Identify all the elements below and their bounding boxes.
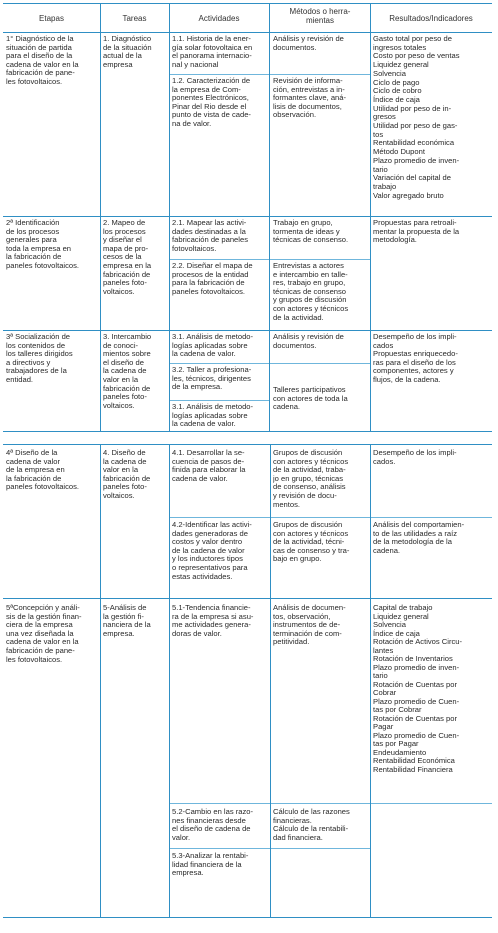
resultado-cell: Desempeño de los impli- cados Propuestas enriquecedo- ras para el diseño de los componentes, actores y flujos, de la cadena.: [373, 333, 458, 384]
etapa-cell: 1° Diagnóstico de la situación de partida para el diseño de la cadena de valor en la fabricación de pane- les fotovoltaicos.: [6, 35, 79, 86]
metodo-cell: Cálculo de las razones financieras. Cálculo de la rentabili- dad financiera.: [273, 808, 350, 842]
header-resultados: Resultados/Indicadores: [389, 14, 473, 23]
rule: [169, 517, 492, 518]
tarea-cell: 2. Mapeo de los procesos y diseñar el mapa de pro- cesos de la empresa en la fabricación de paneles foto- voltaicos.: [103, 219, 152, 296]
header-actividades: Actividades: [198, 14, 240, 23]
actividad-cell: 2.1. Mapear las activi- dades destinadas a la fabricación de paneles fotovoltaicos.: [172, 219, 248, 253]
tarea-cell: 4. Diseño de la cadena de valor en la fabricación de paneles foto- voltaicos.: [103, 449, 151, 500]
header-etapas: Etapas: [39, 14, 64, 23]
rule: [100, 3, 101, 431]
tarea-cell: 1. Diagnóstico de la situación actual de la empresa: [103, 35, 152, 69]
etapa-cell: 2ª Identificación de los procesos generales para toda la empresa en la fabricación de paneles fotovoltaicos.: [6, 219, 80, 270]
rule: [3, 431, 492, 432]
rule: [169, 803, 492, 804]
metodo-cell: Revisión de informa- ción, entrevistas a in- formantes clave, aná- lisis de documentos, observación.: [273, 77, 347, 120]
rule: [370, 3, 371, 431]
actividad-cell: 3.2. Taller a profesiona- les, técnicos, dirigentes de la empresa.: [172, 366, 252, 392]
actividad-cell: 1.1. Historia de la ener- gía solar fotovoltaica en el panorama internacio- nal y nacional: [172, 35, 253, 69]
resultado-cell: Propuestas para retroali- mentar la propuesta de la metodología.: [373, 219, 460, 245]
metodo-cell: Trabajo en grupo, tormenta de ideas y técnicas de consenso.: [273, 219, 349, 245]
rule: [169, 400, 269, 401]
resultado-cell: Capital de trabajo Liquidez general Solvencia Índice de caja Rotación de Activos Circu- lantes Rotación de Inventarios Plazo promedio de inven- tario Rotación de Cuentas por Cobrar Plazo promedio de Cuen- tas por Cobrar Rotación de Cuentas por Pagar Plazo promedio de Cuen- tas por Pagar Endeudamiento Rentabilidad Económica Rentabilidad Financiera: [373, 604, 463, 774]
metodo-cell: Talleres participativos con actores de toda la cadena.: [273, 386, 348, 412]
rule: [269, 3, 270, 431]
metodo-cell: Análisis de documen- tos, observación, instrumentos de de- terminación de com- petitividad.: [273, 604, 346, 647]
rule: [3, 598, 492, 599]
rule: [270, 444, 271, 917]
actividad-cell: 3.1. Análisis de metodo- logías aplicadas sobre la cadena de valor.: [172, 333, 254, 359]
rule: [3, 3, 492, 4]
metodo-cell: Análisis y revisión de documentos.: [273, 35, 344, 52]
etapa-cell: 3ª Socialización de los contenidos de los talleres dirigidos a directivos y trabajadores de la entidad.: [6, 333, 73, 384]
actividad-cell: 5.1-Tendencia financie- ra de la empresa si asu- me actividades genera- doras de valor.: [172, 604, 254, 638]
rule: [3, 917, 492, 918]
rule: [169, 444, 170, 917]
actividad-cell: 4.1. Desarrollar la se- cuencia de pasos de- finida para elaborar la cadena de valor.: [172, 449, 246, 483]
rule: [169, 3, 170, 431]
resultado-cell: Gasto total por peso de ingresos totales Costo por peso de ventas Liquidez general Solvencia Ciclo de pago Ciclo de cobro Índice de caja Utilidad por peso de in- gresos Utilidad por peso de gas- tos Rentabilidad económica Método Dupont Plazo promedio de inven- tario Variación del capital de trabajo Valor agregado bruto: [373, 35, 460, 200]
metodo-cell: Grupos de discusión con actores y técnicos de la actividad, técni- cas de consenso y tra- bajo en grupo.: [273, 521, 350, 564]
resultado-cell: Análisis del comportamien- to de las utilidades a raíz de la metodología de la cadena.: [373, 521, 465, 555]
rule: [3, 330, 492, 331]
rule: [3, 216, 492, 217]
metodo-cell: Entrevistas a actores e intercambio en talle- res, trabajo en grupo, técnicas de consenso y grupos de discusión con actores y técnicos de la actividad.: [273, 262, 349, 322]
header-tareas: Tareas: [122, 14, 147, 23]
metodo-cell: Grupos de discusión con actores y técnicos de la actividad, traba- jo en grupo, técnicas de consenso, análisis y revisión de docu- mentos.: [273, 449, 349, 509]
rule: [370, 444, 371, 917]
tarea-cell: 5-Análisis de la gestión fi- nanciera de la empresa.: [103, 604, 151, 638]
etapa-cell: 4ª Diseño de la cadena de valor de la empresa en la fabricación de paneles fotovoltaicos.: [6, 449, 80, 492]
actividad-cell: 3.1. Análisis de metodo- logías aplicadas sobre la cadena de valor.: [172, 403, 254, 429]
tarea-cell: 3. Intercambio de conoci- mientos sobre el diseño de la cadena de valor en la fabricación de paneles foto- voltaicos.: [103, 333, 152, 410]
actividad-cell: 5.3-Analizar la rentabi- lidad financiera de la empresa.: [172, 852, 249, 878]
resultado-cell: Desempeño de los impli- cados.: [373, 449, 457, 466]
actividad-cell: 1.2. Caracterización de la empresa de Com- ponentes Electrónicos, Pinar del Rio desde el punto de vista de cade- na de valor.: [172, 77, 251, 128]
actividad-cell: 2.2. Diseñar el mapa de procesos de la entidad para la fabricación de paneles fotovoltaicos.: [172, 262, 253, 296]
metodo-cell: Análisis y revisión de documentos.: [273, 333, 344, 350]
header-metodos: Métodos o herra- mientas: [289, 7, 351, 25]
rule: [3, 444, 492, 445]
rule: [3, 32, 492, 33]
etapa-cell: 5ªConcepción y análi- sis de la gestión finan- ciera de la empresa una vez diseñada la cadena de valor en la fabricación de pane- les fotovoltaicos.: [6, 604, 82, 664]
actividad-cell: 5.2-Cambio en las razo- nes financieras desde el diseño de cadena de valor.: [172, 808, 254, 842]
rule: [100, 444, 101, 917]
actividad-cell: 4.2-Identificar las activi- dades generadoras de costos y valor dentro de la cadena de valor y los inductores tipos o representativos para estas actividades.: [172, 521, 252, 581]
